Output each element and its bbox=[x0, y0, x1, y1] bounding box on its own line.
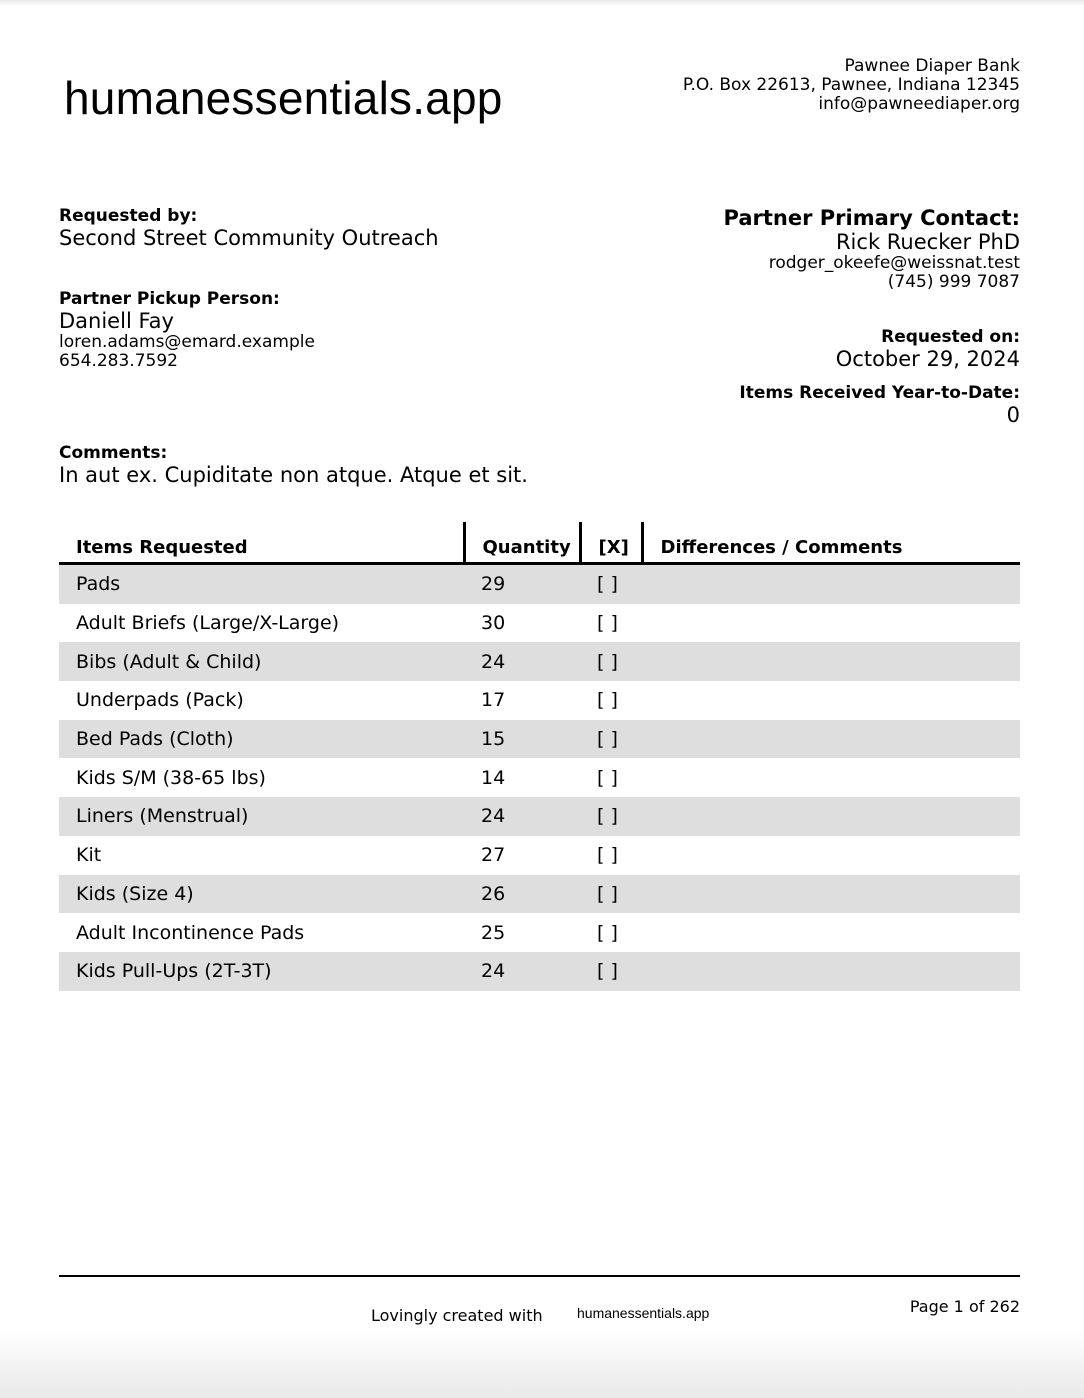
primary-contact-block bbox=[724, 206, 1021, 292]
requested-on-block bbox=[836, 328, 1020, 371]
top-shade bbox=[0, 0, 1084, 6]
table-row bbox=[59, 604, 1020, 643]
item-name: Kids Pull-Ups (2T-3T) bbox=[59, 952, 464, 991]
item-quantity: 24 bbox=[464, 642, 580, 681]
item-checkbox: [ ] bbox=[597, 766, 618, 789]
ytd-label: Items Received Year-to-Date: bbox=[739, 383, 1020, 403]
item-name: Pads bbox=[59, 564, 464, 604]
org-name: Pawnee Diaper Bank bbox=[844, 56, 1020, 76]
primary-contact-label: Partner Primary Contact: bbox=[723, 206, 1020, 230]
item-quantity: 24 bbox=[464, 952, 580, 991]
item-comments bbox=[642, 797, 1020, 836]
footer-created-with: Lovingly created with bbox=[371, 1306, 543, 1325]
footer-app-name: humanessentials.app bbox=[577, 1305, 710, 1321]
header-items-requested: Items Requested bbox=[59, 522, 464, 564]
requested-by-label: Requested by: bbox=[59, 206, 198, 226]
header-quantity: Quantity bbox=[464, 522, 580, 564]
primary-contact-phone: (745) 999 7087 bbox=[887, 272, 1020, 292]
pickup-person-label: Partner Pickup Person: bbox=[59, 289, 280, 309]
item-comments bbox=[642, 681, 1020, 720]
item-name: Adult Briefs (Large/X-Large) bbox=[76, 612, 340, 635]
table-row bbox=[59, 720, 1020, 759]
item-checkbox: [ ] bbox=[597, 921, 618, 944]
item-comments bbox=[642, 952, 1020, 991]
item-comments bbox=[642, 604, 1020, 643]
item-name: Underpads (Pack) bbox=[76, 689, 244, 712]
item-comments bbox=[642, 836, 1020, 875]
item-checkbox: [ ] bbox=[580, 564, 642, 604]
bottom-shade bbox=[0, 1328, 1084, 1398]
item-name: Kids S/M (38-65 lbs) bbox=[76, 766, 266, 789]
table-row bbox=[59, 758, 1020, 797]
pickup-person-phone: 654.283.7592 bbox=[59, 351, 178, 371]
item-name: Bed Pads (Cloth) bbox=[59, 720, 464, 759]
item-quantity: 15 bbox=[464, 720, 580, 759]
org-address: P.O. Box 22613, Pawnee, Indiana 12345 bbox=[682, 75, 1020, 95]
items-table bbox=[59, 522, 1020, 991]
table-header-row bbox=[59, 522, 1020, 564]
item-checkbox: [ ] bbox=[580, 642, 642, 681]
primary-contact-name: Rick Ruecker PhD bbox=[835, 230, 1020, 254]
item-name: Adult Incontinence Pads bbox=[76, 921, 305, 944]
item-quantity: 25 bbox=[481, 921, 506, 944]
requested-by-value: Second Street Community Outreach bbox=[59, 226, 439, 250]
item-name: Kids (Size 4) bbox=[59, 875, 464, 914]
item-quantity: 14 bbox=[481, 766, 506, 789]
table-row bbox=[59, 913, 1020, 952]
item-checkbox: [ ] bbox=[597, 612, 618, 635]
table-row bbox=[59, 836, 1020, 875]
item-comments bbox=[642, 875, 1020, 914]
item-quantity: 17 bbox=[481, 689, 506, 712]
requested-by-block bbox=[59, 207, 439, 250]
item-checkbox: [ ] bbox=[580, 875, 642, 914]
table-row bbox=[59, 642, 1020, 681]
pickup-person-block bbox=[59, 290, 315, 371]
table-row bbox=[59, 797, 1020, 836]
header-differences-comments: Differences / Comments bbox=[642, 522, 1020, 564]
ytd-value: 0 bbox=[1006, 403, 1020, 427]
comments-label: Comments: bbox=[59, 443, 168, 463]
ytd-block bbox=[739, 384, 1020, 427]
header-check: [X] bbox=[580, 522, 642, 564]
page-number: Page 1 of 262 bbox=[909, 1297, 1020, 1316]
table-row bbox=[59, 681, 1020, 720]
item-name: Kit bbox=[76, 844, 102, 867]
table-row bbox=[59, 875, 1020, 914]
logo-text: humanessentials.app bbox=[64, 72, 503, 124]
primary-contact-email: rodger_okeefe@weissnat.test bbox=[768, 253, 1020, 273]
pickup-person-email: loren.adams@emard.example bbox=[59, 332, 315, 352]
item-quantity: 26 bbox=[464, 875, 580, 914]
organization-info bbox=[683, 57, 1020, 114]
table-row bbox=[59, 564, 1020, 604]
table-row bbox=[59, 952, 1020, 991]
item-quantity: 30 bbox=[481, 612, 506, 635]
item-comments bbox=[642, 642, 1020, 681]
item-checkbox: [ ] bbox=[580, 720, 642, 759]
item-comments bbox=[642, 758, 1020, 797]
comments-block bbox=[59, 444, 528, 487]
requested-on-label: Requested on: bbox=[881, 327, 1020, 347]
footer-divider bbox=[59, 1275, 1020, 1277]
org-email: info@pawneediaper.org bbox=[818, 94, 1020, 114]
item-quantity: 27 bbox=[481, 844, 506, 867]
item-comments bbox=[642, 913, 1020, 952]
item-name: Bibs (Adult & Child) bbox=[59, 642, 464, 681]
item-comments bbox=[642, 564, 1020, 604]
requested-on-value: October 29, 2024 bbox=[835, 347, 1020, 371]
item-quantity: 24 bbox=[464, 797, 580, 836]
item-comments bbox=[642, 720, 1020, 759]
item-quantity: 29 bbox=[464, 564, 580, 604]
item-name: Liners (Menstrual) bbox=[59, 797, 464, 836]
item-checkbox: [ ] bbox=[580, 952, 642, 991]
comments-value: In aut ex. Cupiditate non atque. Atque et sit. bbox=[59, 463, 528, 487]
item-checkbox: [ ] bbox=[580, 797, 642, 836]
item-checkbox: [ ] bbox=[597, 844, 618, 867]
pickup-person-name: Daniell Fay bbox=[59, 309, 174, 333]
item-checkbox: [ ] bbox=[597, 689, 618, 712]
